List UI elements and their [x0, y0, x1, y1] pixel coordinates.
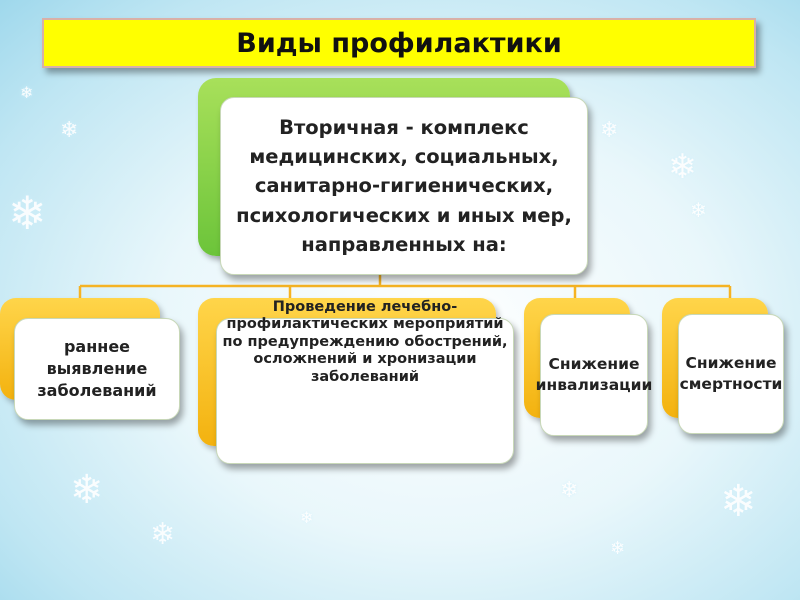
- snowflake-icon: ❄: [60, 118, 79, 143]
- snowflake-icon: ❄: [560, 478, 579, 503]
- child-node-1-text: раннее выявление заболеваний: [37, 336, 157, 401]
- page-title-text: Виды профилактики: [236, 27, 562, 59]
- main-node-card: [220, 97, 588, 275]
- snowflake-icon: ❄: [8, 186, 47, 240]
- child-node-1: [14, 318, 180, 420]
- child-node-4-text: Снижение смертности: [679, 353, 783, 393]
- snowflake-icon: ❄: [70, 467, 104, 513]
- snowflake-icon: ❄: [690, 198, 707, 222]
- child-node-2-text: Проведение лечебно-профилактических мероприятий по предупреждению обострений, осложнений и хронизации заболеваний: [222, 299, 508, 385]
- snowflake-icon: ❄: [610, 538, 626, 559]
- snowflake-icon: ❄: [720, 476, 757, 527]
- child-node-3: [535, 314, 653, 436]
- snowflake-icon: ❄: [150, 517, 176, 552]
- child-node-3-text: Снижение инвализации: [535, 355, 653, 394]
- main-node-text: Вторичная - комплекс медицинских, социальных, санитарно-гигиенических, психологических и иных мер, направленных на:: [236, 115, 572, 256]
- snowflake-icon: ❄: [600, 118, 619, 143]
- child-node-2: [216, 299, 514, 464]
- snowflake-icon: ❄: [20, 83, 34, 102]
- snowflake-icon: ❄: [300, 508, 314, 527]
- child-node-4: [678, 314, 784, 434]
- snowflake-icon: ❄: [668, 147, 697, 187]
